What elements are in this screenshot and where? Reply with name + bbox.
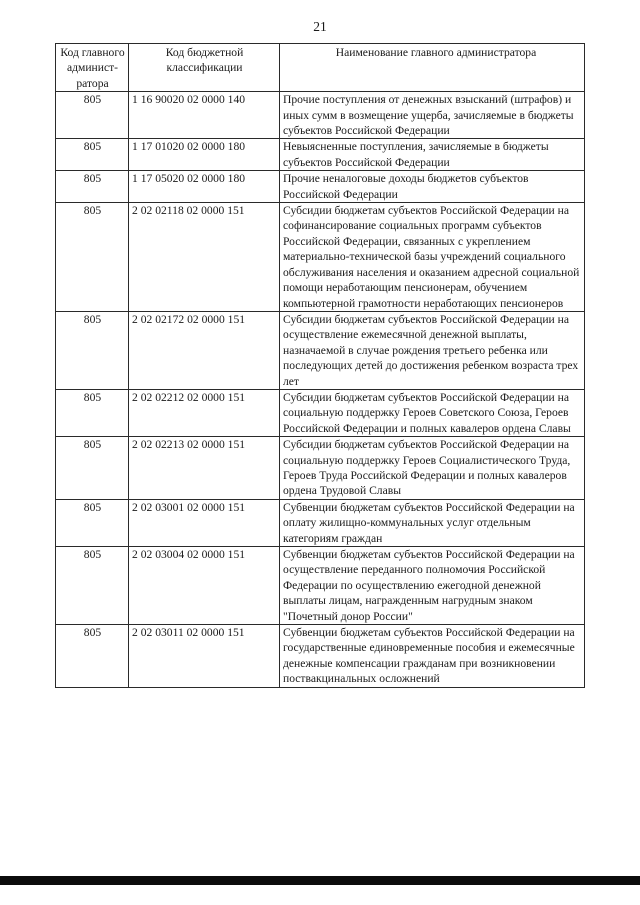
table-row xyxy=(56,203,585,312)
table-row xyxy=(56,625,585,688)
budget-code-cell: 2 02 02213 02 0000 151 xyxy=(129,437,280,500)
budget-code-cell: 1 17 05020 02 0000 180 xyxy=(129,171,280,203)
scan-bottom-edge xyxy=(0,876,640,885)
admin-code-cell: 805 xyxy=(56,499,129,546)
admin-name-cell: Субсидии бюджетам субъектов Российской Федерации на осуществление ежемесячной денежной выплаты, назначаемой в случае рождения третьего ребенка или последующих детей до достижения ребенком возраста трех лет xyxy=(280,311,585,389)
admin-name-cell: Субсидии бюджетам субъектов Российской Федерации на социальную поддержку Героев Советского Союза, Героев Российской Федерации и полных кавалеров ордена Славы xyxy=(280,389,585,436)
header-admin-name: Наименование главного администратора xyxy=(280,44,585,92)
admin-code-cell: 805 xyxy=(56,625,129,688)
table-header-row xyxy=(56,44,585,92)
admin-name-cell: Невыясненные поступления, зачисляемые в бюджеты субъектов Российской Федерации xyxy=(280,139,585,171)
budget-code-cell: 2 02 02118 02 0000 151 xyxy=(129,203,280,312)
table-row xyxy=(56,437,585,500)
admin-name-cell: Субсидии бюджетам субъектов Российской Федерации на социальную поддержку Героев Социалистического Труда, Героев Труда Российской Федерации и полных кавалеров ордена Трудовой Славы xyxy=(280,437,585,500)
header-budget-code: Код бюджетной классификации xyxy=(129,44,280,92)
budget-code-cell: 2 02 03011 02 0000 151 xyxy=(129,625,280,688)
admin-code-cell: 805 xyxy=(56,171,129,203)
admin-name-cell: Субвенции бюджетам субъектов Российской Федерации на осуществление переданного полномочия Российской Федерации по осуществлению ежегодной денежной выплаты лицам, награжденным нагрудным знаком "Почетный донор России" xyxy=(280,547,585,625)
admin-code-cell: 805 xyxy=(56,139,129,171)
table-row xyxy=(56,311,585,389)
admin-code-cell: 805 xyxy=(56,92,129,139)
header-admin-code: Код главного админист-ратора xyxy=(56,44,129,92)
table-row xyxy=(56,139,585,171)
table-row xyxy=(56,547,585,625)
table-row xyxy=(56,92,585,139)
admin-code-cell: 805 xyxy=(56,203,129,312)
admin-code-cell: 805 xyxy=(56,389,129,436)
budget-classification-table xyxy=(55,43,585,688)
admin-name-cell: Прочие неналоговые доходы бюджетов субъектов Российской Федерации xyxy=(280,171,585,203)
admin-code-cell: 805 xyxy=(56,547,129,625)
budget-code-cell: 2 02 03001 02 0000 151 xyxy=(129,499,280,546)
admin-code-cell: 805 xyxy=(56,437,129,500)
admin-name-cell: Субсидии бюджетам субъектов Российской Федерации на софинансирование социальных программ субъектов Российской Федерации, связанных с укреплением материально-технической базы учреждений социального обслуживания населения и оказанием адресной социальной помощи неработающим пенсионерам, обучением компьютерной грамотности неработающих пенсионеров xyxy=(280,203,585,312)
page-number: 21 xyxy=(313,19,327,34)
admin-name-cell: Субвенции бюджетам субъектов Российской Федерации на оплату жилищно-коммунальных услуг отдельным категориям граждан xyxy=(280,499,585,546)
admin-name-cell: Прочие поступления от денежных взысканий (штрафов) и иных сумм в возмещение ущерба, зачисляемые в бюджеты субъектов Российской Федерации xyxy=(280,92,585,139)
admin-code-cell: 805 xyxy=(56,311,129,389)
budget-code-cell: 2 02 02172 02 0000 151 xyxy=(129,311,280,389)
table-row xyxy=(56,389,585,436)
budget-code-cell: 1 17 01020 02 0000 180 xyxy=(129,139,280,171)
admin-name-cell: Субвенции бюджетам субъектов Российской Федерации на государственные единовременные пособия и ежемесячные денежные компенсации гражданам при возникновении поствакцинальных осложнений xyxy=(280,625,585,688)
budget-code-cell: 2 02 02212 02 0000 151 xyxy=(129,389,280,436)
budget-code-cell: 2 02 03004 02 0000 151 xyxy=(129,547,280,625)
table-row xyxy=(56,499,585,546)
budget-code-cell: 1 16 90020 02 0000 140 xyxy=(129,92,280,139)
table-row xyxy=(56,171,585,203)
